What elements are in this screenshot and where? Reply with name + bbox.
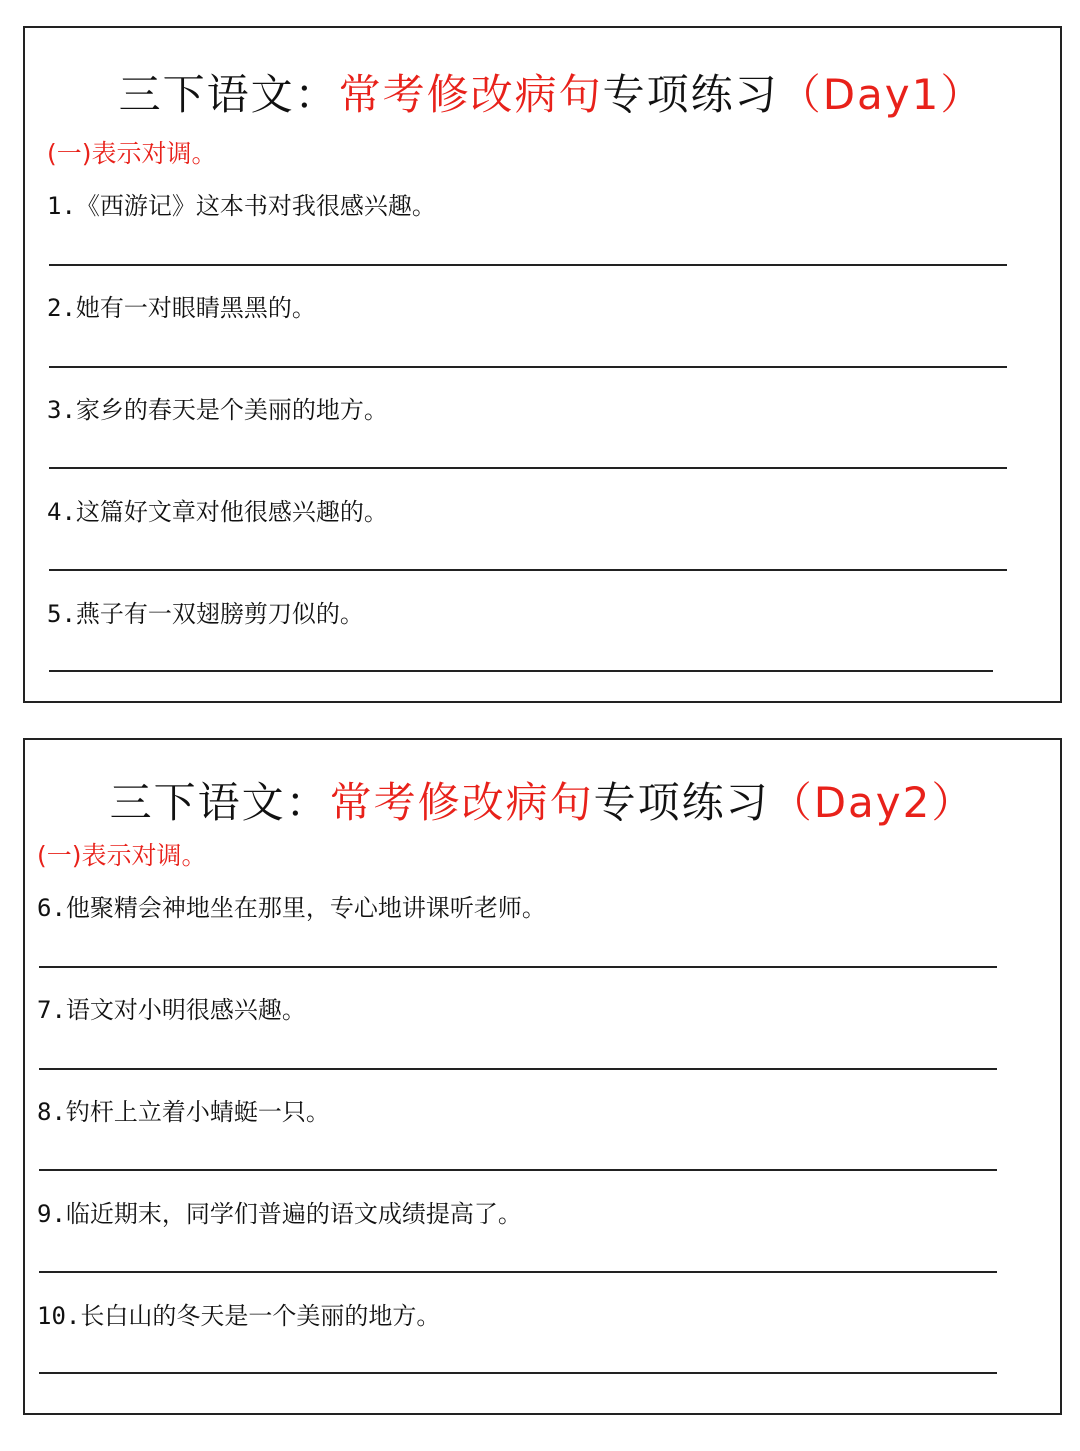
title-day: （Day2） [769,778,976,827]
question: 4.这篇好文章对他很感兴趣的。 [47,498,388,526]
answer-line[interactable] [39,1068,997,1070]
question: 8.钓杆上立着小蜻蜓一只。 [37,1098,330,1126]
title-day: （Day1） [778,70,985,119]
section-heading: (一)表示对调。 [47,139,217,168]
answer-line[interactable] [39,1372,997,1374]
title-suffix: 专项练习 [602,70,779,119]
question: 3.家乡的春天是个美丽的地方。 [47,396,388,424]
question: 9.临近期末，同学们普遍的语文成绩提高了。 [37,1200,522,1228]
answer-line[interactable] [49,366,1007,368]
answer-line[interactable] [49,569,1007,571]
answer-line[interactable] [39,966,997,968]
question: 10.长白山的冬天是一个美丽的地方。 [37,1302,441,1330]
worksheet-title [25,770,1060,830]
worksheet-title [25,62,1060,122]
question: 2.她有一对眼睛黑黑的。 [47,294,316,322]
answer-line[interactable] [49,670,993,672]
section-heading: (一)表示对调。 [37,841,207,870]
title-prefix: 三下语文： [109,778,330,827]
question: 7.语文对小明很感兴趣。 [37,996,306,1024]
worksheet-day2 [23,738,1062,1415]
question: 6.他聚精会神地坐在那里，专心地讲课听老师。 [37,894,546,922]
title-prefix: 三下语文： [118,70,339,119]
answer-line[interactable] [49,467,1007,469]
question: 5.燕子有一双翅膀剪刀似的。 [47,600,364,628]
title-suffix: 专项练习 [593,778,770,827]
title-topic: 常考修改病句 [338,70,603,119]
worksheet-day1 [23,26,1062,703]
title-topic: 常考修改病句 [329,778,594,827]
answer-line[interactable] [39,1271,997,1273]
question: 1.《西游记》这本书对我很感兴趣。 [47,192,436,220]
answer-line[interactable] [39,1169,997,1171]
answer-line[interactable] [49,264,1007,266]
